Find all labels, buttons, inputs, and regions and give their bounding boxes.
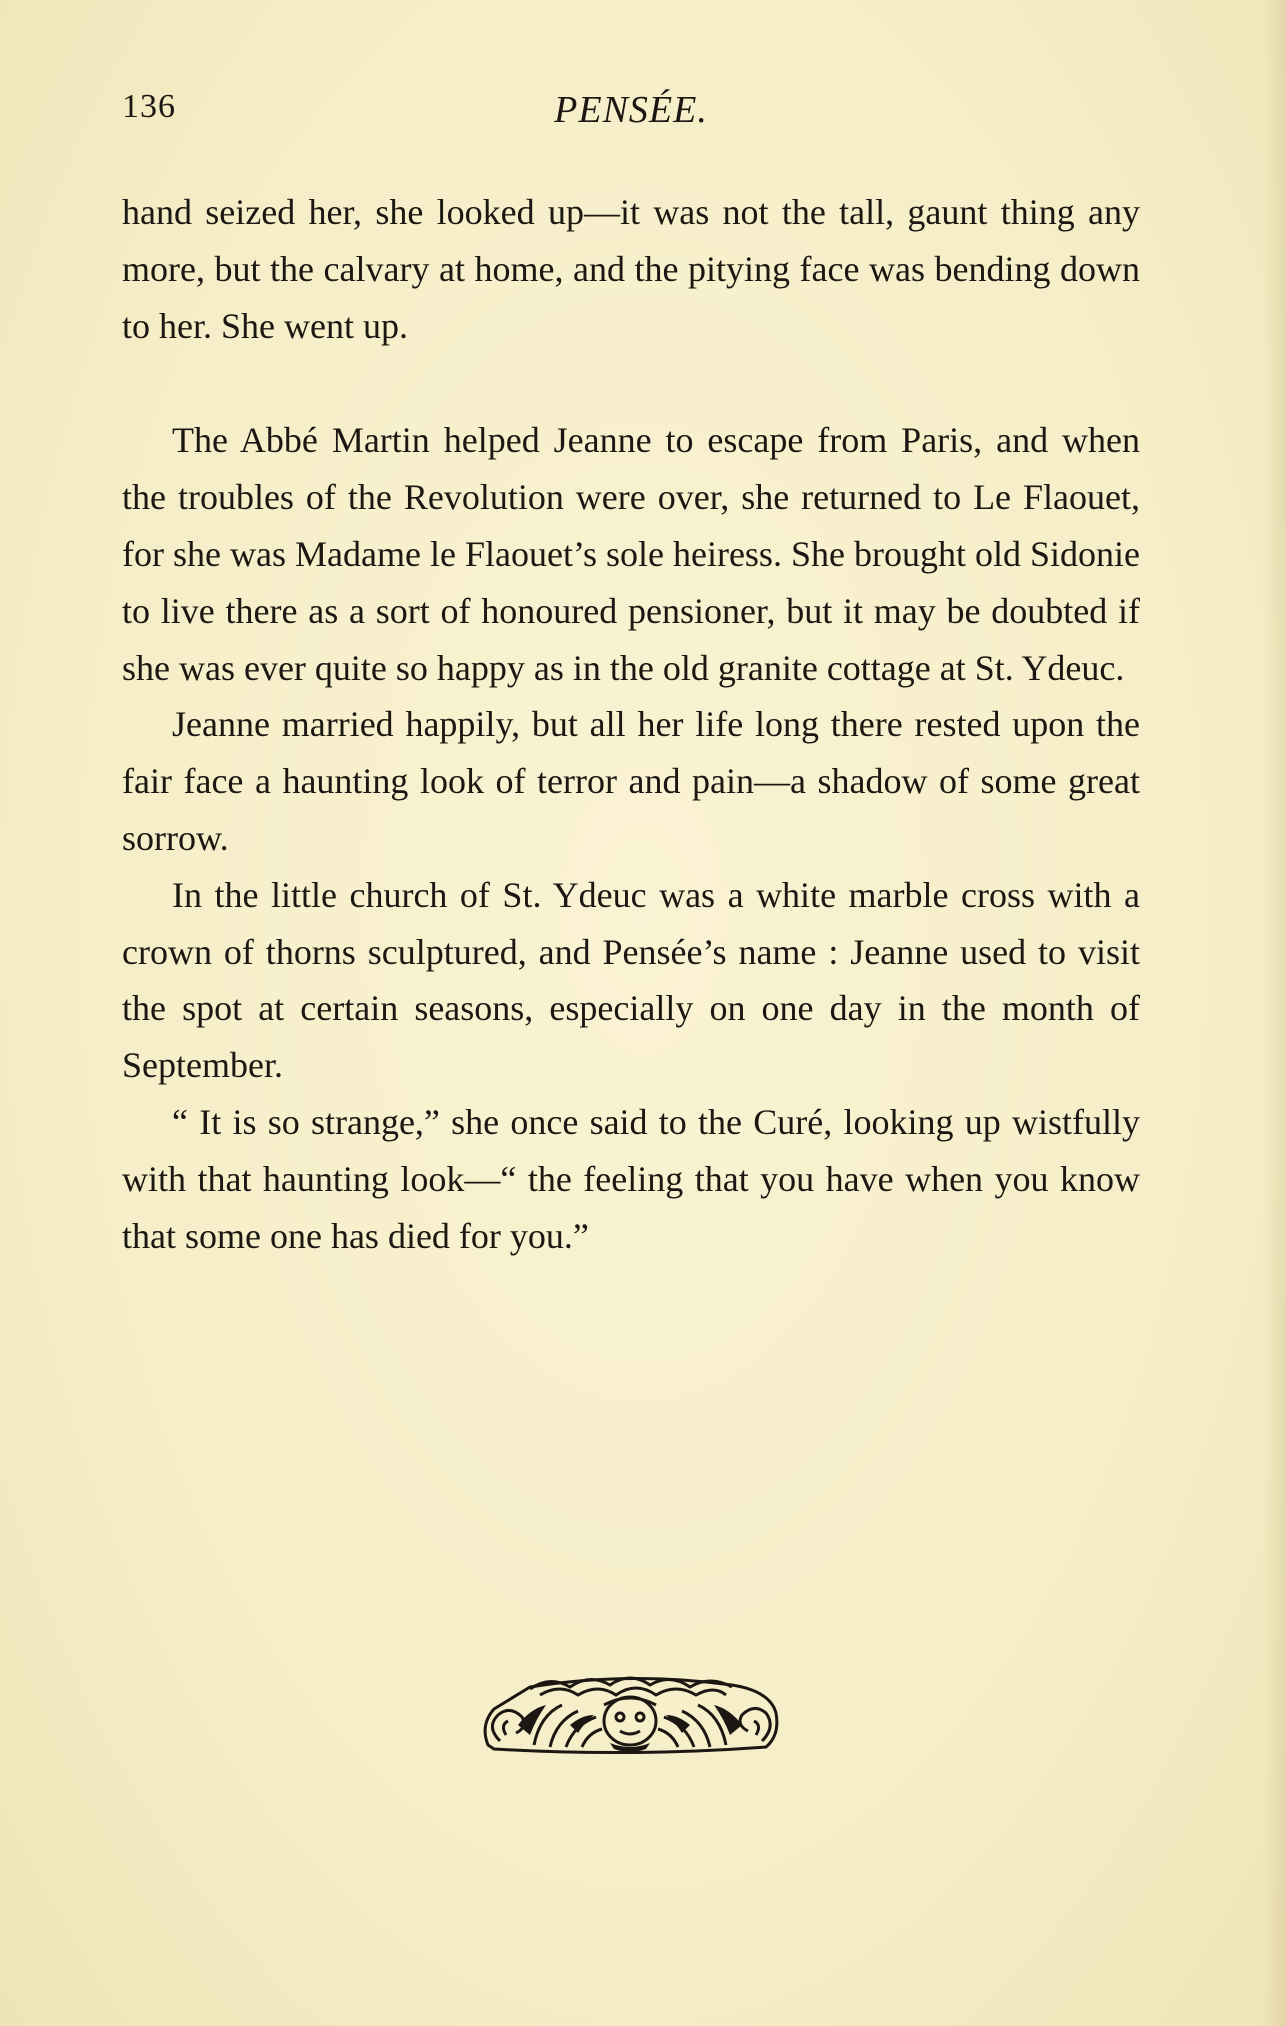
tailpiece-ornament-icon: [470, 1665, 790, 1761]
body-text: [122, 184, 1140, 1264]
paragraph-1: hand seized her, she looked up—it was not the tall, gaunt thing any more, but the calvary at home, and the pitying face was bending down to her. She went up.: [122, 192, 1140, 346]
paragraph-5: “ It is so strange,” she once said to the Curé, looking up wistfully with that haunting look—“ the feeling that you have when you know that some one has died for you.”: [122, 1101, 1140, 1256]
page-edge-shadow: [1264, 0, 1286, 2026]
paragraph-2: The Abbé Martin helped Jeanne to escape from Paris, and when the troubles of the Revolution were over, she returned to Le Flaouet, for she was Madame le Flaouet’s sole heiress. She brought old Sidonie to live there as a sort of honoured pensioner, but it may be doubted if she was ever quite so happy as in the old granite cottage at St. Ydeuc.: [122, 420, 1140, 688]
page-number: 136: [122, 88, 176, 125]
paragraph-3: Jeanne married happily, but all her life long there rested upon the fair face a haunting look of terror and pain—a shadow of some great sorrow.: [122, 704, 1140, 858]
page-header: [122, 88, 1140, 138]
section-break: [122, 354, 1140, 412]
running-title: PENSÉE.: [554, 89, 708, 131]
paragraph-4: In the little church of St. Ydeuc was a white marble cross with a crown of thorns sculptured, and Pensée’s name : Jeanne used to visit the spot at certain seasons, especially on one day in the month of September.: [122, 874, 1140, 1086]
